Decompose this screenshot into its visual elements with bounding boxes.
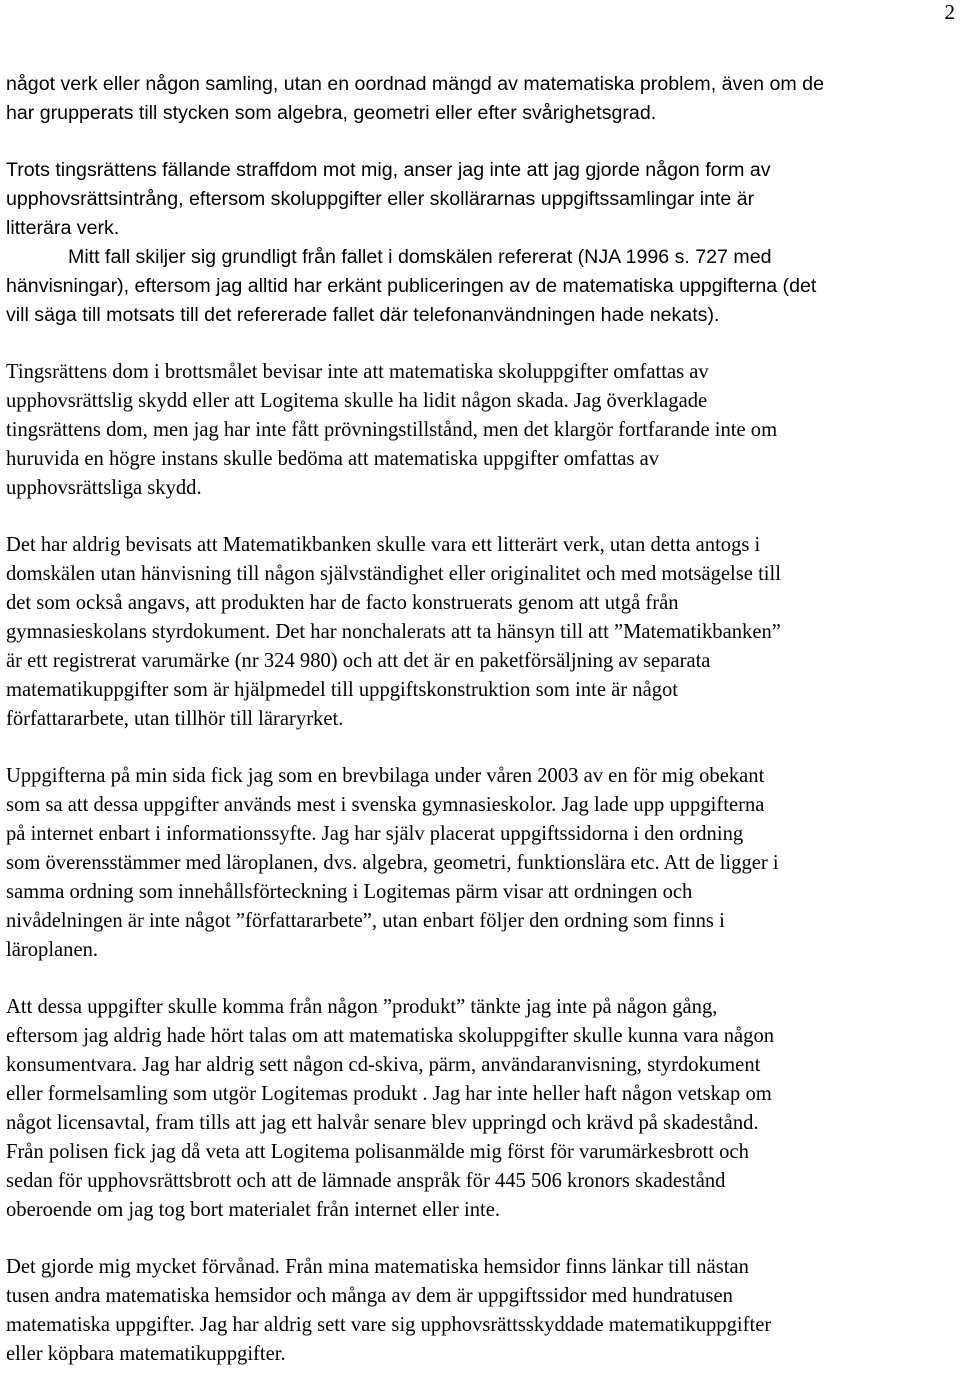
paragraph-8 [6, 1253, 956, 1369]
text-line: huruvida en högre instans skulle bedöma att matematiska uppgifter omfattas av [6, 448, 660, 470]
text-line: oberoende om jag tog bort materialet från internet eller inte. [6, 1199, 501, 1221]
text-line: tingsrättens dom, men jag har inte fått prövningstillstånd, men det klargör fortfarande inte om [6, 419, 778, 441]
text-line: vill säga till motsats till det refererade fallet där telefonanvändningen hade nekats). [6, 304, 720, 326]
paragraph-3 [6, 243, 956, 330]
text-line: upphovsrättsintrång, eftersom skoluppgifter eller skollärarnas uppgiftssamlingar inte är [6, 188, 755, 210]
text-line: något licensavtal, fram tills att jag ett halvår senare blev uppringd och krävd på skadestånd. [6, 1112, 759, 1134]
text-line: författararbete, utan tillhör till läraryrket. [6, 708, 344, 730]
text-line: Uppgifterna på min sida fick jag som en brevbilaga under våren 2003 av en för mig obekant [6, 765, 765, 787]
paragraph-2 [6, 156, 956, 243]
text-line: matematikuppgifter som är hjälpmedel till uppgiftskonstruktion som inte är något [6, 679, 679, 701]
text-line: gymnasieskolans styrdokument. Det har nonchalerats att ta hänsyn till att ”Matematikbanken” [6, 621, 781, 643]
paragraph-5 [6, 531, 956, 734]
paragraph-1 [6, 70, 956, 128]
text-line: Mitt fall skiljer sig grundligt från fallet i domskälen refererat (NJA 1996 s. 727 med [68, 246, 772, 268]
text-line: är ett registrerat varumärke (nr 324 980) och att det är en paketförsäljning av separata [6, 650, 711, 672]
text-line: konsumentvara. Jag har aldrig sett någon cd-skiva, pärm, användaranvisning, styrdokument [6, 1054, 761, 1076]
text-line: har grupperats till stycken som algebra, geometri eller efter svårighetsgrad. [6, 102, 657, 124]
text-line: läroplanen. [6, 939, 99, 961]
paragraph-6 [6, 762, 956, 965]
text-line: Det har aldrig bevisats att Matematikbanken skulle vara ett litterärt verk, utan detta antogs i [6, 534, 761, 556]
text-line: domskälen utan hänvisning till någon självständighet eller originalitet och med motsägelse till [6, 563, 781, 585]
text-line: på internet enbart i informationssyfte. Jag har själv placerat uppgiftssidorna i den ordning [6, 823, 744, 845]
text-line: som sa att dessa uppgifter används mest i svenska gymnasieskolor. Jag lade upp uppgifterna [6, 794, 765, 816]
text-line: något verk eller någon samling, utan en oordnad mängd av matematiska problem, även om de [6, 73, 824, 95]
text-line: matematiska uppgifter. Jag har aldrig sett vare sig upphovsrättsskyddade matematikuppgifter [6, 1314, 772, 1336]
text-line: hänvisningar), eftersom jag alltid har erkänt publiceringen av de matematiska uppgifterna (det [6, 275, 817, 297]
text-line: Från polisen fick jag då veta att Logitema polisanmälde mig först för varumärkesbrott och [6, 1141, 749, 1163]
text-line: det som också angavs, att produkten har de facto konstruerats genom att utgå från [6, 592, 679, 614]
text-line: samma ordning som innehållsförteckning i Logitemas pärm visar att ordningen och [6, 881, 693, 903]
text-line: eller formelsamling som utgör Logitemas produkt . Jag har inte heller haft någon vetskap om [6, 1083, 772, 1105]
page-number: 2 [944, 0, 955, 24]
text-line: sedan för upphovsrättsbrott och att de lämnade anspråk för 445 506 kronors skadestånd [6, 1170, 726, 1192]
text-line: tusen andra matematiska hemsidor och många av dem är uppgiftssidor med hundratusen [6, 1285, 733, 1307]
text-line: upphovsrättsliga skydd. [6, 477, 202, 499]
text-line: Det gjorde mig mycket förvånad. Från mina matematiska hemsidor finns länkar till nästan [6, 1256, 749, 1278]
text-line: Att dessa uppgifter skulle komma från någon ”produkt” tänkte jag inte på någon gång, [6, 996, 718, 1018]
paragraph-7 [6, 993, 956, 1225]
text-line: Tingsrättens dom i brottsmålet bevisar inte att matematiska skoluppgifter omfattas av [6, 361, 709, 383]
text-line: Trots tingsrättens fällande straffdom mot mig, anser jag inte att jag gjorde någon form av [6, 159, 771, 181]
text-line: litterära verk. [6, 217, 120, 239]
paragraph-4 [6, 358, 956, 503]
text-line: nivådelningen är inte något ”författararbete”, utan enbart följer den ordning som finns i [6, 910, 725, 932]
text-line: eller köpbara matematikuppgifter. [6, 1343, 286, 1365]
text-line: som överensstämmer med läroplanen, dvs. algebra, geometri, funktionslära etc. Att de ligger i [6, 852, 779, 874]
text-line: upphovsrättslig skydd eller att Logitema skulle ha lidit någon skada. Jag överklagade [6, 390, 708, 412]
text-line: eftersom jag aldrig hade hört talas om att matematiska skoluppgifter skulle kunna vara någon [6, 1025, 775, 1047]
document-body [6, 70, 956, 1397]
